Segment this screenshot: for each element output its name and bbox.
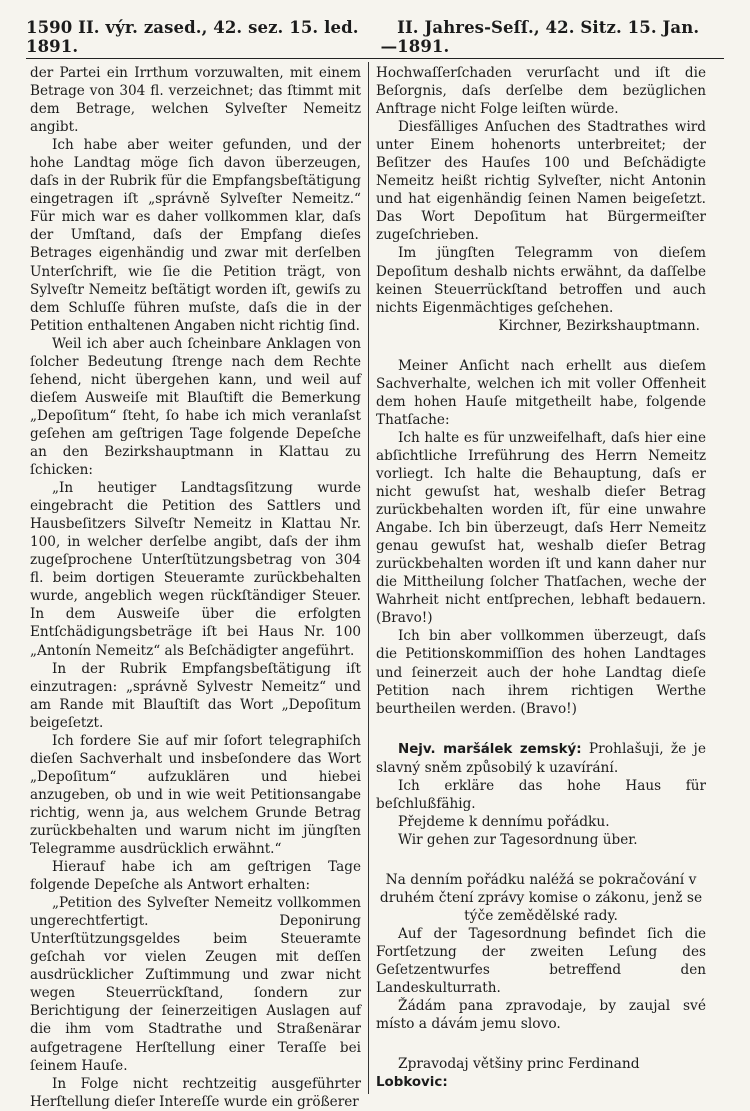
- paragraph-text: Ich halte es für unzweifelhaft, daſs hier eine abſichtliche Irreführung des Herrn Nemeitz vorliegt. Ich halte die Behauptung, daſs er nicht gewuſst hat, weshalb dieſer Betrag zurückbehalten worden iſt, für eine unwahre Angabe. Ich bin überzeugt, daſs Herr Nemeitz genau gewuſst hat, weshalb dieſer Betrag zurückbehalten worden iſt und kann daher nur die Mittheilung ſolcher Thatſachen, weche der Wahrheit nicht entſprechen, lebhaft bedauern. (Bravo!): [376, 429, 706, 627]
- header-left: 1590 II. výr. zased., 42. sez. 15. led. 1891.: [26, 18, 359, 56]
- paragraph: [376, 777, 706, 813]
- paragraph: [376, 831, 706, 849]
- paragraph-text: In der Rubrik Empfangsbeſtätigung iſt einzutragen: „správně Sylvestr Nemeitz“ und am Rande mit Blauſtiſt das Wort „Depoſitum beigeſetzt.: [30, 660, 361, 731]
- paragraph: [376, 429, 706, 628]
- paragraph: [30, 479, 361, 659]
- paragraph: [376, 357, 706, 429]
- paragraph-text: Přejdeme k dennímu pořádku.: [398, 813, 610, 830]
- paragraph: [376, 118, 706, 244]
- paragraph: [376, 740, 706, 777]
- paragraph: [376, 925, 706, 997]
- paragraph-text: Im jüngſten Telegramm von dieſem Depoſitum deshalb nichts erwähnt, da daſſelbe keinen Steuerrückſtand betroffen und auch nichts Eigenmächtiges geſchehen.: [376, 245, 706, 316]
- paragraph: [376, 813, 706, 831]
- paragraph: [30, 64, 361, 136]
- paragraph-gap: [376, 718, 706, 740]
- left-column: [30, 64, 361, 1111]
- paragraph-text: Ich fordere Sie auf mir ſofort telegraphiſch dieſen Sachverhalt und insbeſondere das Wort „Depoſitum“ aufzuklären und hiebei anzugeben, ob und in wie weit Petitionsangabe richtig, wenn ja, aus welchem Grunde Betrag zurückbehalten und warum nicht im jüngſten Telegramme ausdrücklich erwähnt.“: [30, 732, 361, 858]
- speaker-name: Nejv. maršálek zemský:: [398, 741, 582, 757]
- paragraph: [30, 894, 361, 1074]
- paragraph: [30, 1075, 361, 1111]
- paragraph: [376, 317, 706, 335]
- paragraph-text: Weil ich aber auch ſcheinbare Anklagen von ſolcher Bedeutung ſtrenge nach dem Rechte ſehend, nicht übergehen kann, und weil auf dieſem Ausweiſe mit Blauſtift die Bemerkung „Depoſitum“ ſteht, ſo habe ich mich veranlaſst geſehen am geſtrigen Tage folgende Depeſche an den Bezirkshauptmann in Klattau zu ſchicken:: [30, 335, 361, 479]
- paragraph: [30, 335, 361, 479]
- paragraph-gap: [376, 1033, 706, 1055]
- header-right: II. Jahres-Seſſ., 42. Sitz. 15. Jan. 1891.: [397, 18, 700, 56]
- paragraph: [376, 871, 706, 925]
- paragraph-text: „Petition des Sylveſter Nemeitz vollkommen ungerechtfertigt. Deponirung Unterſtützungsgeldes beim Steueramte geſchah vor vielen Zeugen mit deſſen ausdrücklicher Zuſtimmung und zwar nicht wegen Steuerrückſtand, ſondern zur Berichtigung der ſeinerzeitigen Auslagen auf die ihm vom Stadtrathe und Straßenärar aufgetragene Herſtellung einer Teraſſe bei ſeinem Hauſe.: [30, 895, 361, 1074]
- paragraph: [30, 660, 361, 732]
- paragraph-text: Diesfälliges Anſuchen des Stadtrathes wird unter Einem hohenorts unterbreitet; der Beſitzer des Hauſes 100 und Beſchädigte Nemeitz heißt richtig Sylveſter, nicht Antonin und hat eigenhändig ſeinen Namen beigeſetzt. Das Wort Depoſitum hat Bürgermeiſter zugeſchrieben.: [376, 119, 706, 244]
- paragraph-text: Hierauf habe ich am geſtrigen Tage folgende Depeſche als Antwort erhalten:: [30, 859, 361, 894]
- paragraph-text: Meiner Anſicht nach erhellt aus dieſem Sachverhalte, welchen ich mit voller Offenheit dem hohen Hauſe mitgetheilt habe, folgende Thatſache:: [376, 357, 706, 428]
- paragraph-text: In Folge nicht rechtzeitig ausgeführter Herſtellung dieſer Intereſſe wurde ein größerer: [30, 1075, 361, 1110]
- paragraph-text: „In heutiger Landtagsſitzung wurde eingebracht die Petition des Sattlers und Hausbeſitzers Silveſtr Nemeitz in Klattau Nr. 100, in welcher derſelbe angibt, daſs der ihm zugeſprochene Unterſtützungsbetrag von 304 fl. beim dortigen Steueramte zurückbehalten wurde, angeblich wegen rückſtändiger Steuer. In dem Ausweiſe über die erfolgten Entſchädigungsbeträge iſt bei Haus Nr. 100 „Antonín Nemeitz“ als Beſchädigter angeführt.: [30, 480, 361, 659]
- paragraph: [30, 732, 361, 858]
- paragraph-text: Ich erkläre das hohe Haus für beſchlußfähig.: [376, 777, 706, 812]
- paragraph-gap: [376, 335, 706, 357]
- right-column: [376, 64, 706, 1092]
- paragraph-text: Hochwaſſerſchaden verurſacht und iſt die Beſorgnis, daſs derſelbe dem bezüglichen Anftrage nicht Folge leiſten würde.: [376, 65, 706, 118]
- column-divider: [368, 62, 369, 1094]
- paragraph-gap: [376, 849, 706, 871]
- paragraph-text: Wir gehen zur Tagesordnung über.: [398, 831, 638, 848]
- paragraph-text: Ich bin aber vollkommen überzeugt, daſs die Petitionskommiſſion des hohen Landtages und ſeinerzeit auch der hohe Landtag dieſe Petition nach ihrem richtigen Werthe beurtheilen werden. (Bravo!): [376, 628, 706, 717]
- paragraph: [376, 997, 706, 1033]
- paragraph-text: Žádám pana zpravodaje, by zaujal své místo a dávám jemu slovo.: [376, 998, 706, 1033]
- paragraph: [376, 244, 706, 316]
- paragraph-text: Zpravodaj většiny princ Ferdinand: [398, 1056, 640, 1073]
- paragraph: [30, 858, 361, 894]
- paragraph-text: der Partei ein Irrthum vorzuwalten, mit einem Betrage von 304 fl. verzeichnet; das ſtimmt mit dem Betrage, welchen Sylveſter Nemeitz angibt.: [30, 65, 361, 136]
- speaker-name: Lobkovic:: [376, 1075, 448, 1091]
- header-separator: —: [380, 37, 398, 56]
- paragraph: [376, 1055, 706, 1092]
- page-header: [26, 18, 724, 59]
- paragraph-text: Prohlašuji, že je slavný sněm způsobilý k uzavírání.: [376, 740, 706, 776]
- paragraph-text: Na denním pořádku naléžá se pokračování v druhém čtení zprávy komise o zákonu, jenž se týče zemědělské rady.: [379, 871, 703, 925]
- paragraph-text: Ich habe aber weiter gefunden, und der hohe Landtag möge ſich davon überzeugen, daſs in der Rubrik für die Empfangsbeſtätigung eingetragen iſt „správně Sylveſter Nemeitz.“ Für mich war es daher vollkommen klar, daſs der Umſtand, daſs der Empfang dieſes Betrages eigenhändig und zwar mit derſelben Unterſchrift, wie ſie die Petition trägt, von Sylveſtr Nemeitz beſtätigt worden iſt, gewiſs zu dem Schluſſe führen muſste, daſs die in der Petition enthaltenen Angaben nicht richtig ſind.: [30, 137, 361, 334]
- paragraph: [376, 64, 706, 118]
- paragraph: [376, 627, 706, 717]
- paragraph-text: Kirchner, Bezirkshauptmann.: [498, 317, 700, 334]
- paragraph: [30, 136, 361, 335]
- paragraph-text: Auf der Tagesordnung befindet ſich die Fortſetzung der zweiten Leſung des Geſetzentwurfes betreffend den Landeskulturrath.: [376, 926, 706, 997]
